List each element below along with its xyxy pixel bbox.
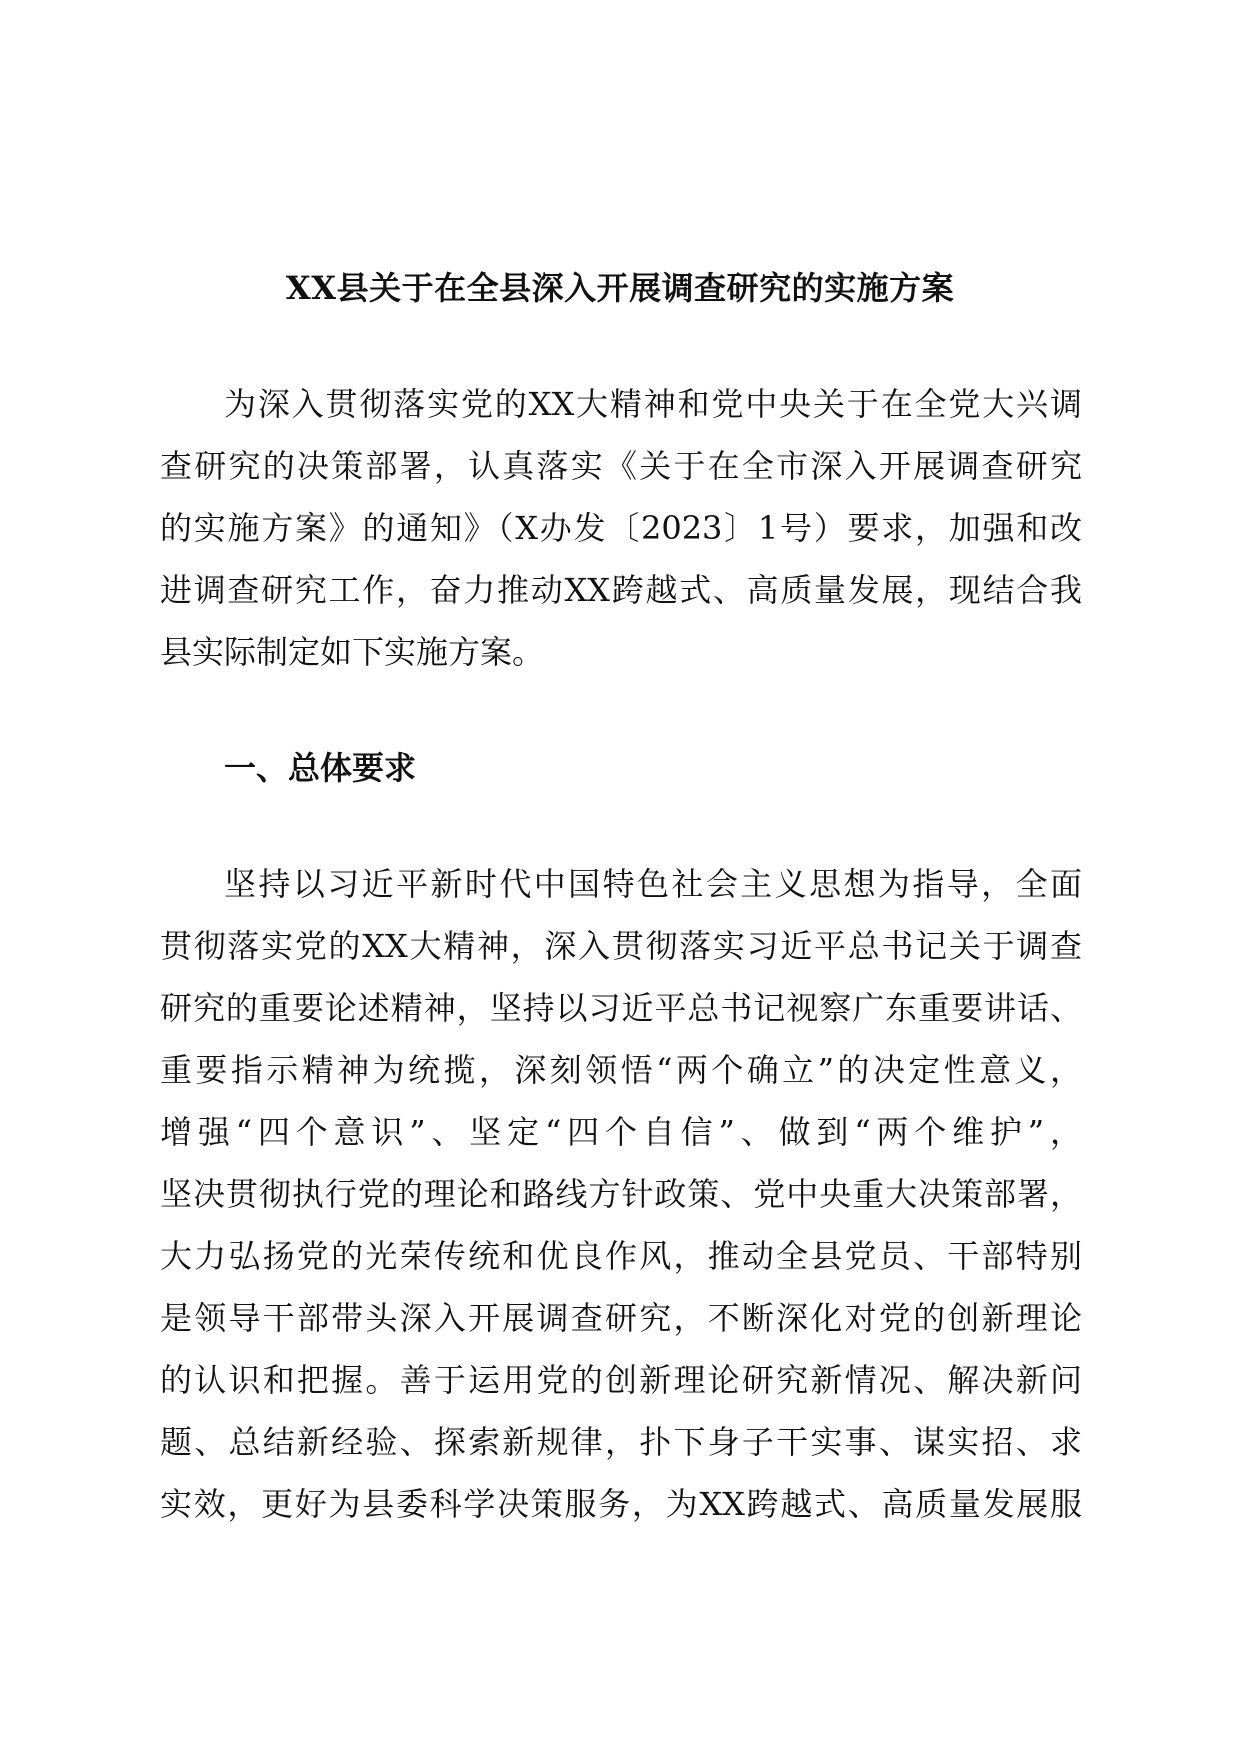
section-1-line-11: 实效，更好为县委科学决策服务，为XX跨越式、高质量发展服	[160, 1485, 1082, 1523]
intro-line-2: 查研究的决策部署，认真落实《关于在全市深入开展调查研究	[160, 447, 1082, 485]
intro-line-5: 县实际制定如下实施方案。	[160, 633, 545, 671]
section-1-heading: 一、总体要求	[224, 749, 417, 787]
document-title: XX县关于在全县深入开展调查研究的实施方案	[285, 269, 955, 307]
section-1-line-3: 研究的重要论述精神，坚持以习近平总书记视察广东重要讲话、	[160, 989, 1082, 1027]
intro-line-4: 进调查研究工作，奋力推动XX跨越式、高质量发展，现结合我	[160, 571, 1082, 609]
intro-line-3: 的实施方案》的通知》（X办发〔2023〕1号）要求，加强和改	[160, 509, 1082, 547]
section-1-line-8: 是领导干部带头深入开展调查研究，不断深化对党的创新理论	[160, 1299, 1082, 1337]
section-1-line-9: 的认识和把握。善于运用党的创新理论研究新情况、解决新问	[160, 1361, 1082, 1399]
section-1-line-1: 坚持以习近平新时代中国特色社会主义思想为指导，全面	[224, 865, 1082, 903]
section-1-line-5: 增强“四个意识”、坚定“四个自信”、做到“两个维护”，	[160, 1113, 1082, 1151]
section-1-line-6: 坚决贯彻执行党的理论和路线方针政策、党中央重大决策部署，	[160, 1175, 1082, 1213]
section-1-line-10: 题、总结新经验、探索新规律，扑下身子干实事、谋实招、求	[160, 1423, 1082, 1461]
intro-line-1: 为深入贯彻落实党的XX大精神和党中央关于在全党大兴调	[224, 385, 1082, 423]
section-1-line-4: 重要指示精神为统揽，深刻领悟“两个确立”的决定性意义，	[160, 1051, 1082, 1089]
section-1-line-2: 贯彻落实党的XX大精神，深入贯彻落实习近平总书记关于调查	[160, 927, 1082, 965]
section-1-line-7: 大力弘扬党的光荣传统和优良作风，推动全县党员、干部特别	[160, 1237, 1082, 1275]
